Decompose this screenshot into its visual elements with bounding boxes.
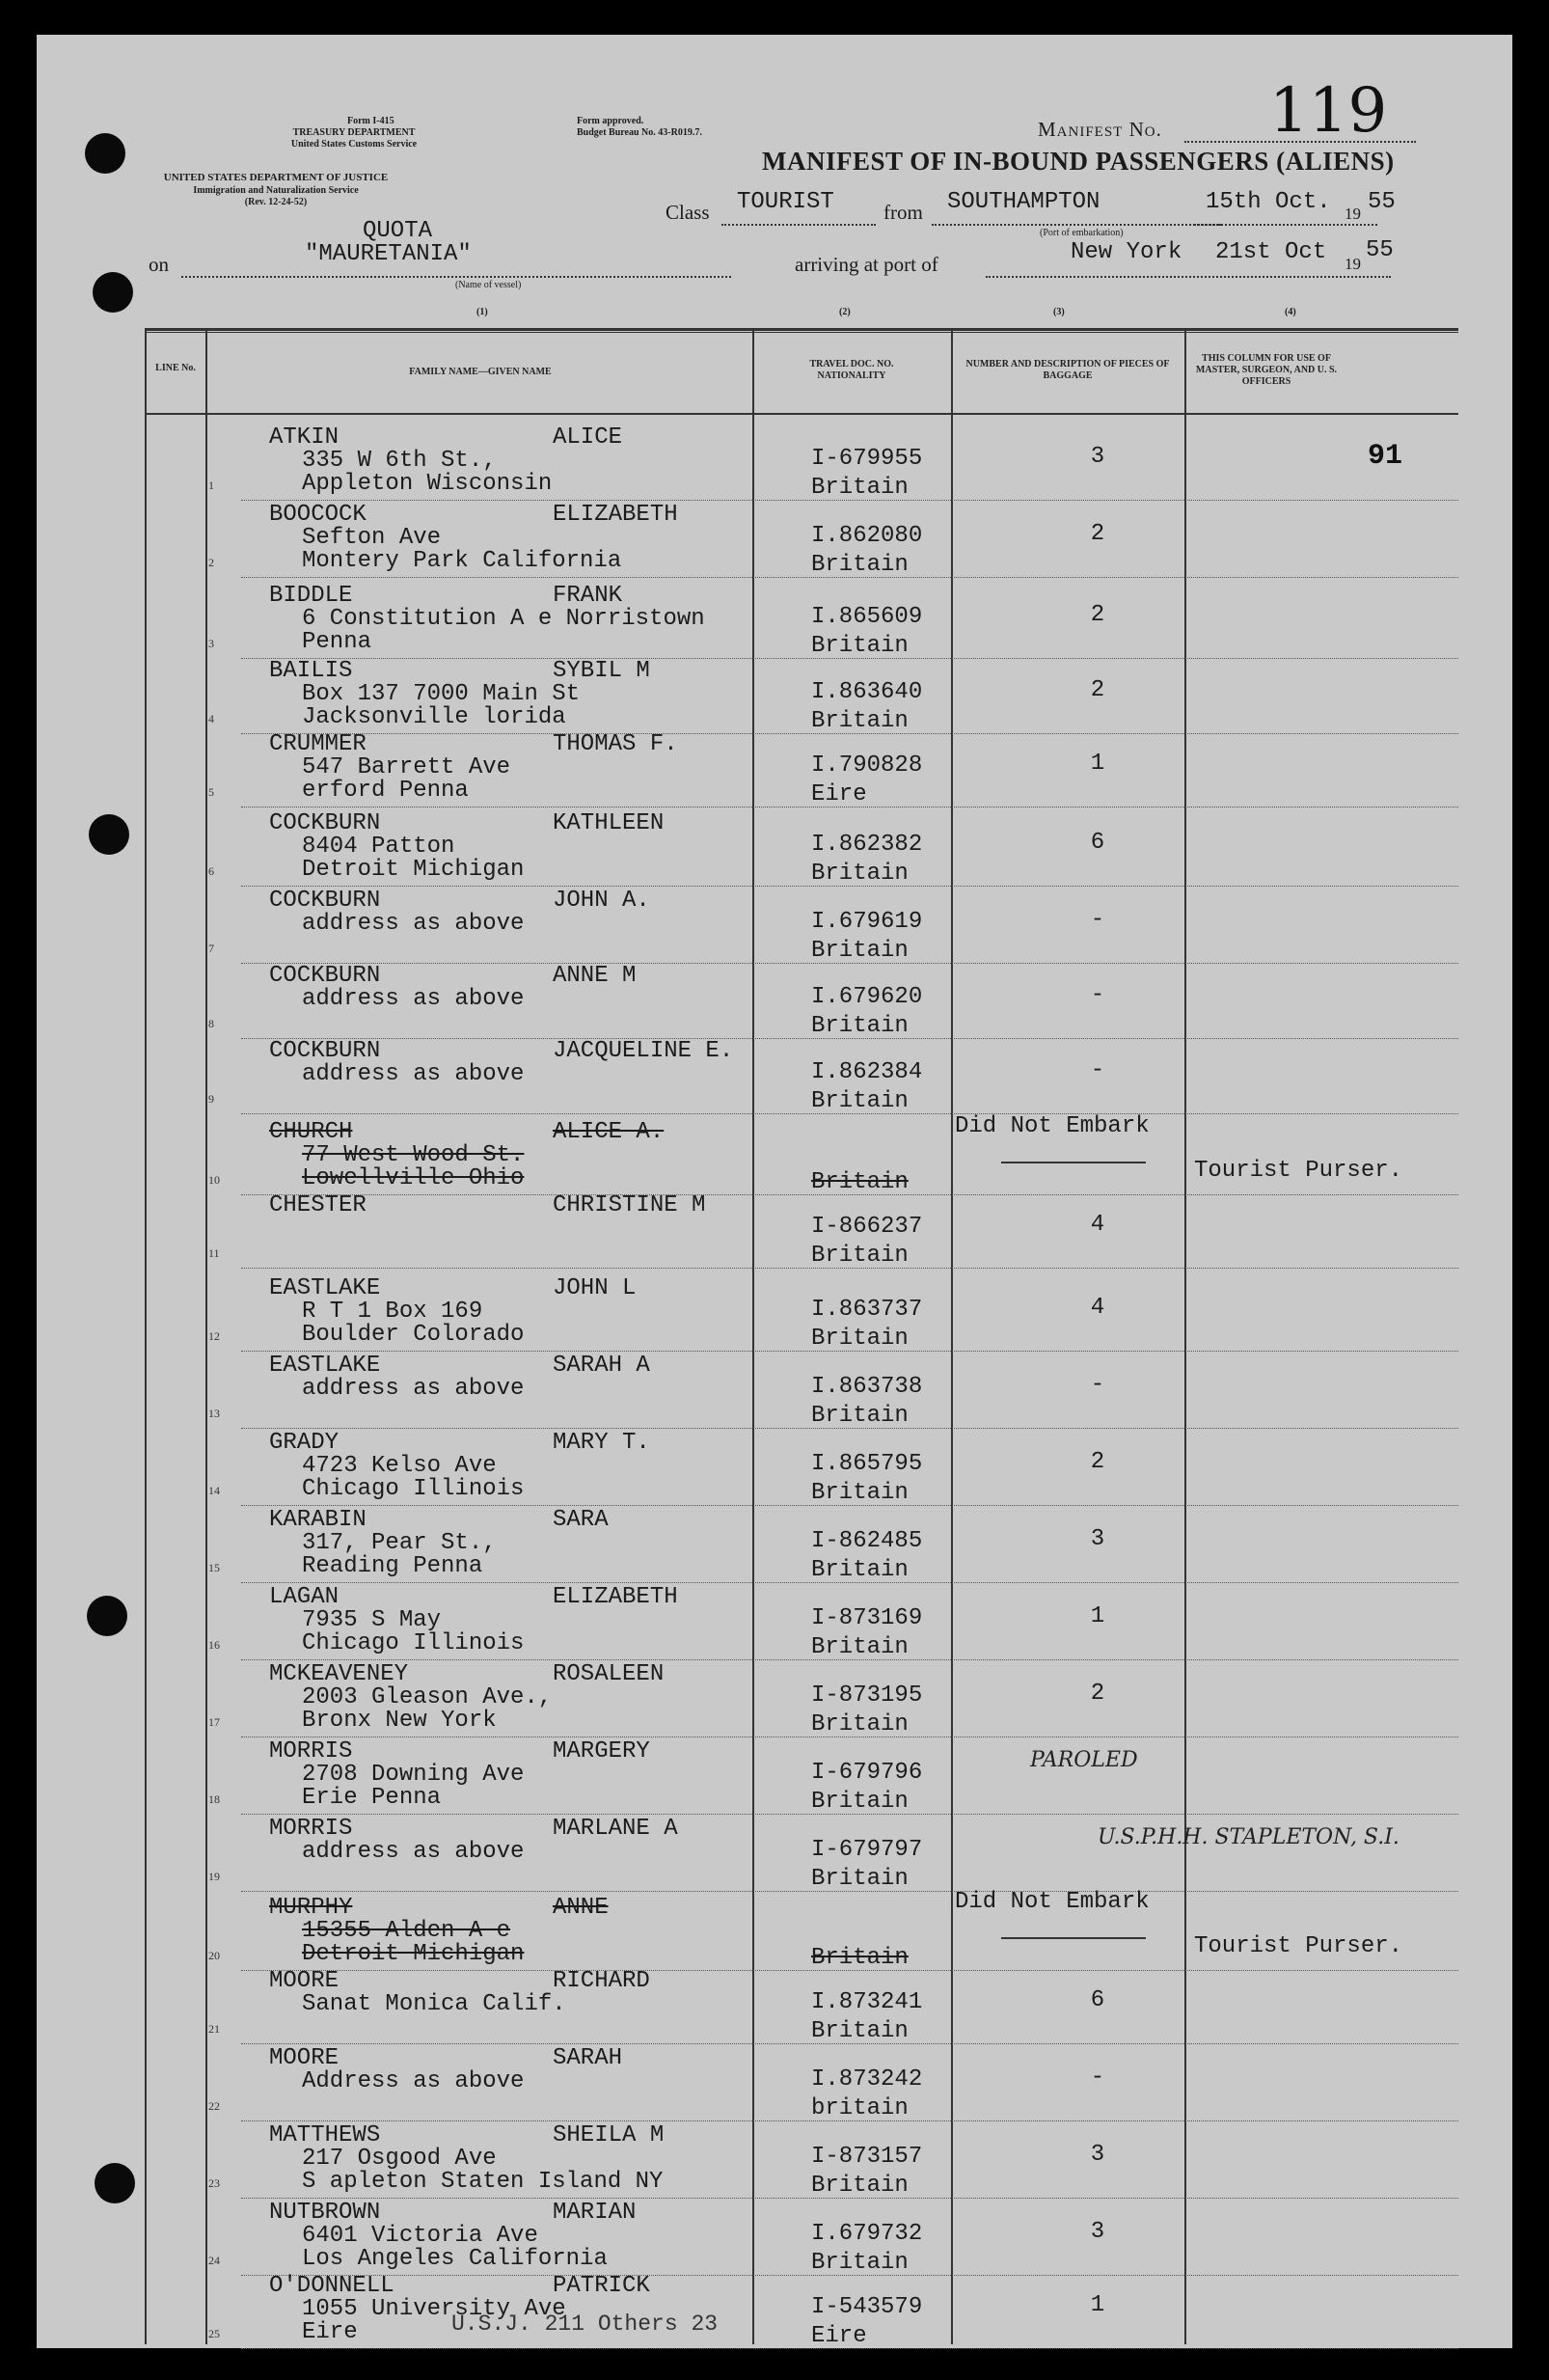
arriving-label: arriving at port of <box>795 253 938 276</box>
embark-date: 15th Oct. <box>1206 189 1331 215</box>
baggage-count: 3 <box>1090 1526 1105 1552</box>
address-line-1: 7935 S May <box>302 1607 442 1633</box>
address-line-2: erford Penna <box>302 778 469 804</box>
row-divider <box>241 963 1458 964</box>
travel-doc-number: I.865795 <box>811 1451 923 1477</box>
col-num-2: (2) <box>839 307 851 317</box>
row-divider <box>241 1582 1458 1583</box>
purser-note: Tourist Purser. <box>1194 1158 1403 1184</box>
given-name: ELIZABETH <box>553 502 678 528</box>
travel-doc-number: I-862485 <box>811 1528 923 1554</box>
address-line-1: 6401 Victoria Ave <box>302 2223 538 2249</box>
baggage-count: - <box>1090 1372 1105 1398</box>
nationality: britain <box>811 2095 909 2121</box>
purser-signature <box>1001 1133 1146 1163</box>
given-name: ROSALEEN <box>553 1661 665 1687</box>
nationality: Britain <box>811 1243 909 1269</box>
address-line-1: address as above <box>302 1839 525 1865</box>
nationality: Britain <box>811 1480 909 1506</box>
travel-doc-number: I.863738 <box>811 1374 923 1400</box>
given-name: ALICE <box>553 424 623 451</box>
row-line-number: 6 <box>208 864 214 878</box>
family-name: MATTHEWS <box>269 2122 381 2148</box>
manifest-title: MANIFEST OF IN-BOUND PASSENGERS (ALIENS) <box>762 147 1395 176</box>
nationality: Eire <box>811 2323 867 2349</box>
given-name: SARAH A <box>553 1353 650 1379</box>
purser-note: Tourist Purser. <box>1194 1933 1403 1959</box>
baggage-count: 3 <box>1090 444 1105 470</box>
punch-hole <box>87 1596 127 1636</box>
row-line-number: 21 <box>208 2022 220 2036</box>
col-num-3: (3) <box>1053 307 1065 317</box>
address-line-1: Sefton Ave <box>302 525 442 551</box>
arrival-date: 21st Oct <box>1215 239 1327 265</box>
row-divider <box>241 500 1458 501</box>
ins-service: Immigration and Naturalization Service <box>193 185 359 196</box>
nationality: Britain <box>811 708 909 734</box>
row-divider <box>241 1351 1458 1352</box>
nationality: Britain <box>811 1945 909 1971</box>
given-name: FRANK <box>553 583 623 609</box>
row-line-number: 5 <box>208 785 214 799</box>
given-name: JOHN A. <box>553 888 650 914</box>
address-line-1: 4723 Kelso Ave <box>302 1453 497 1479</box>
family-name: CHURCH <box>269 1119 353 1145</box>
family-name: BOOCOCK <box>269 502 367 528</box>
row-divider <box>241 1970 1458 1971</box>
vessel-caption: (Name of vessel) <box>455 280 522 290</box>
did-not-embark-note: Did Not Embark <box>955 1889 1150 1915</box>
address-line-2: Lowellville Ohio <box>302 1165 525 1191</box>
form-revision: (Rev. 12-24-52) <box>244 197 308 207</box>
baggage-count: - <box>1090 1057 1105 1083</box>
manifest-number: 119 <box>1269 75 1388 147</box>
given-name: ANNE <box>553 1895 609 1921</box>
row-divider <box>241 1194 1458 1195</box>
travel-doc-number: I.862384 <box>811 1059 923 1085</box>
address-line-2: Montery Park California <box>302 548 622 574</box>
travel-doc-number: I-543579 <box>811 2294 923 2320</box>
address-line-2: Chicago Illinois <box>302 1630 525 1656</box>
family-name: NUTBROWN <box>269 2200 381 2226</box>
baggage-count: 3 <box>1090 2142 1105 2168</box>
address-line-1: 2708 Downing Ave <box>302 1762 525 1788</box>
nationality: Britain <box>811 1013 909 1039</box>
address-line-1: 335 W 6th St., <box>302 448 497 474</box>
purser-signature <box>1001 1908 1146 1939</box>
travel-doc-number: I.679732 <box>811 2221 923 2247</box>
given-name: KATHLEEN <box>553 810 665 836</box>
address-line-2: Detroit Michigan <box>302 857 525 883</box>
punch-hole <box>95 2163 135 2203</box>
on-label: on <box>149 253 169 276</box>
nationality: Britain <box>811 938 909 964</box>
given-name: JACQUELINE E. <box>553 1038 734 1064</box>
arrival-year: 55 <box>1366 237 1394 263</box>
travel-doc-number: I-873157 <box>811 2144 923 2170</box>
travel-doc-number: I.863737 <box>811 1297 923 1323</box>
row-line-number: 7 <box>208 942 214 955</box>
address-line-1: address as above <box>302 986 525 1012</box>
row-line-number: 22 <box>208 2099 220 2113</box>
baggage-count: 2 <box>1090 677 1105 703</box>
travel-doc-number: I-866237 <box>811 1214 923 1240</box>
baggage-count: 2 <box>1090 521 1105 547</box>
given-name: ALICE A. <box>553 1119 665 1145</box>
travel-doc-number: I-679797 <box>811 1837 923 1863</box>
punch-hole <box>93 272 133 313</box>
nationality: Britain <box>811 2173 909 2199</box>
address-line-1: 6 Constitution A e Norristown <box>302 606 705 632</box>
nationality: Britain <box>811 1866 909 1892</box>
row-line-number: 24 <box>208 2254 220 2267</box>
address-line-2: Boulder Colorado <box>302 1322 525 1348</box>
row-line-number: 18 <box>208 1792 220 1806</box>
baggage-count: 6 <box>1090 1987 1105 2013</box>
col-num-4: (4) <box>1285 307 1296 317</box>
treasury-dept: TREASURY DEPARTMENT <box>292 127 416 138</box>
row-line-number: 23 <box>208 2176 220 2190</box>
row-divider <box>241 733 1458 734</box>
family-name: BAILIS <box>269 658 353 684</box>
port-caption: (Port of embarkation) <box>1040 228 1124 238</box>
address-line-2: Bronx New York <box>302 1708 497 1734</box>
given-name: ANNE M <box>553 963 637 989</box>
address-line-1: address as above <box>302 1061 525 1087</box>
row-line-number: 2 <box>208 556 214 569</box>
col-name-header: FAMILY NAME—GIVEN NAME <box>409 367 552 377</box>
family-name: BIDDLE <box>269 583 353 609</box>
address-line-2: S apleton Staten Island NY <box>302 2169 664 2195</box>
travel-doc-number: I.679620 <box>811 984 923 1010</box>
nationality: Britain <box>811 633 909 659</box>
family-name: GRADY <box>269 1430 340 1456</box>
baggage-count: 1 <box>1090 1603 1105 1629</box>
baggage-count: 4 <box>1090 1295 1105 1321</box>
row-line-number: 1 <box>208 479 214 492</box>
nationality: Britain <box>811 475 909 501</box>
baggage-count: - <box>1090 907 1105 933</box>
family-name: EASTLAKE <box>269 1353 381 1379</box>
baggage-count: 1 <box>1090 751 1105 777</box>
row-line-number: 4 <box>208 712 214 725</box>
family-name: COCKBURN <box>269 810 381 836</box>
nationality: Britain <box>811 1088 909 1114</box>
family-name: CHESTER <box>269 1192 367 1218</box>
family-name: ATKIN <box>269 424 340 451</box>
given-name: THOMAS F. <box>553 731 678 757</box>
vessel-name: "MAURETANIA" <box>305 241 472 267</box>
budget-bureau: Budget Bureau No. 43-R019.7. <box>577 127 702 138</box>
baggage-count: 1 <box>1090 2292 1105 2318</box>
address-line-1: 547 Barrett Ave <box>302 754 511 780</box>
col-officers-header: THIS COLUMN FOR USE OF MASTER, SURGEON, AND U. S. OFFICERS <box>1195 353 1338 387</box>
nationality: Britain <box>811 861 909 887</box>
family-name: MCKEAVENEY <box>269 1661 409 1687</box>
family-name: MORRIS <box>269 1816 353 1842</box>
travel-doc-number: I.873242 <box>811 2066 923 2093</box>
address-line-2: Detroit Michigan <box>302 1941 525 1967</box>
row-divider <box>241 2348 1458 2349</box>
nationality: Britain <box>811 1711 909 1737</box>
travel-doc-number: I-679796 <box>811 1760 923 1786</box>
given-name: JOHN L <box>553 1275 637 1301</box>
family-name: MURPHY <box>269 1895 353 1921</box>
address-line-1: Address as above <box>302 2068 525 2094</box>
address-line-1: 77 West Wood St. <box>302 1142 525 1168</box>
travel-doc-number: I-873169 <box>811 1605 923 1631</box>
arrival-year-prefix: 19 <box>1345 255 1361 273</box>
row-line-number: 11 <box>208 1246 220 1260</box>
nationality: Britain <box>811 1326 909 1352</box>
nationality: Eire <box>811 781 867 807</box>
row-divider <box>241 1814 1458 1815</box>
address-line-1: address as above <box>302 911 525 937</box>
travel-doc-number: I.790828 <box>811 752 923 779</box>
row-line-number: 15 <box>208 1561 220 1574</box>
given-name: MARLANE A <box>553 1816 678 1842</box>
quota-label: QUOTA <box>363 218 433 244</box>
baggage-count: - <box>1090 982 1105 1008</box>
given-name: MARY T. <box>553 1430 650 1456</box>
nationality: Britain <box>811 2250 909 2276</box>
family-name: CRUMMER <box>269 731 367 757</box>
family-name: EASTLAKE <box>269 1275 381 1301</box>
row-divider <box>241 577 1458 578</box>
from-label: from <box>883 201 923 224</box>
row-line-number: 19 <box>208 1870 220 1883</box>
year: 55 <box>1368 189 1396 215</box>
row-divider <box>241 2198 1458 2199</box>
travel-doc-number: I.862080 <box>811 523 923 549</box>
handwritten-note: U.S.P.H.H. STAPLETON, S.I. <box>1098 1825 1400 1849</box>
family-name: COCKBURN <box>269 963 381 989</box>
handwritten-note: PAROLED <box>1030 1748 1138 1772</box>
officer-count: 91 <box>1368 440 1403 473</box>
nationality: Britain <box>811 552 909 578</box>
arrival-port: New York <box>1071 239 1182 265</box>
row-line-number: 14 <box>208 1484 220 1497</box>
given-name: ELIZABETH <box>553 1584 678 1610</box>
given-name: RICHARD <box>553 1968 650 1994</box>
row-line-number: 8 <box>208 1017 214 1030</box>
row-line-number: 10 <box>208 1173 220 1187</box>
col-num-1: (1) <box>476 307 488 317</box>
family-name: COCKBURN <box>269 888 381 914</box>
row-divider <box>241 1428 1458 1429</box>
nationality: Britain <box>811 2018 909 2044</box>
given-name: MARGERY <box>553 1738 650 1764</box>
travel-doc-number: I.865609 <box>811 604 923 630</box>
given-name: PATRICK <box>553 2273 650 2299</box>
nationality: Britain <box>811 1169 909 1195</box>
row-line-number: 9 <box>208 1092 214 1106</box>
given-name: CHRISTINE M <box>553 1192 706 1218</box>
given-name: SYBIL M <box>553 658 650 684</box>
baggage-count: 2 <box>1090 1681 1105 1707</box>
row-divider <box>241 1891 1458 1892</box>
col-baggage-header: NUMBER AND DESCRIPTION OF PIECES OF BAGGAGE <box>965 359 1170 381</box>
nationality: Britain <box>811 1789 909 1815</box>
travel-doc-number: I.862382 <box>811 832 923 858</box>
travel-doc-number: I.679619 <box>811 909 923 935</box>
family-name: COCKBURN <box>269 1038 381 1064</box>
form-approved: Form approved. <box>577 116 644 126</box>
class-label: Class <box>666 201 710 224</box>
family-name: MORRIS <box>269 1738 353 1764</box>
manifest-page <box>37 35 1512 2348</box>
travel-doc-number: I-679955 <box>811 446 923 472</box>
family-name: MOORE <box>269 1968 340 1994</box>
embark-port: SOUTHAMPTON <box>947 189 1101 215</box>
punch-hole <box>85 133 125 174</box>
address-line-2: Los Angeles California <box>302 2246 608 2272</box>
address-line-1: Box 137 7000 Main St <box>302 681 581 707</box>
row-divider <box>241 1659 1458 1660</box>
row-line-number: 13 <box>208 1407 220 1420</box>
row-divider <box>241 1038 1458 1039</box>
travel-doc-number: I.863640 <box>811 679 923 705</box>
address-line-2: Appleton Wisconsin <box>302 471 553 497</box>
address-line-2: Eire <box>302 2319 358 2345</box>
address-line-2: Erie Penna <box>302 1785 442 1811</box>
family-name: O'DONNELL <box>269 2273 394 2299</box>
baggage-count: 3 <box>1090 2219 1105 2245</box>
family-name: KARABIN <box>269 1507 367 1533</box>
col-doc-header: TRAVEL DOC. NO. NATIONALITY <box>809 359 894 381</box>
address-line-1: 2003 Gleason Ave., <box>302 1684 553 1710</box>
baggage-count: 6 <box>1090 830 1105 856</box>
nationality: Britain <box>811 1403 909 1429</box>
row-divider <box>241 2120 1458 2121</box>
given-name: MARIAN <box>553 2200 637 2226</box>
given-name: SARA <box>553 1507 609 1533</box>
year-prefix: 19 <box>1345 205 1361 223</box>
given-name: SARAH <box>553 2045 623 2071</box>
address-line-1: 8404 Patton <box>302 834 455 860</box>
row-line-number: 12 <box>208 1329 220 1343</box>
nationality: Britain <box>811 1634 909 1660</box>
customs-service: United States Customs Service <box>290 139 418 150</box>
nationality: Britain <box>811 1557 909 1583</box>
address-line-1: 15355 Alden A e <box>302 1918 511 1944</box>
address-line-1: R T 1 Box 169 <box>302 1299 483 1325</box>
punch-hole <box>89 814 129 855</box>
family-name: MOORE <box>269 2045 340 2071</box>
row-line-number: 20 <box>208 1949 220 1962</box>
row-divider <box>241 2043 1458 2044</box>
row-divider <box>241 2275 1458 2276</box>
address-line-2: Jacksonville lorida <box>302 704 566 730</box>
travel-doc-number: I-873195 <box>811 1682 923 1709</box>
address-line-2: Chicago Illinois <box>302 1476 525 1502</box>
address-line-1: 1055 University Ave <box>302 2296 566 2322</box>
address-line-1: 317, Pear St., <box>302 1530 497 1556</box>
address-line-2: Penna <box>302 629 372 655</box>
baggage-count: - <box>1090 2065 1105 2091</box>
address-line-2: Reading Penna <box>302 1553 483 1579</box>
baggage-count: 4 <box>1090 1212 1105 1238</box>
given-name: SHEILA M <box>553 2122 665 2148</box>
row-divider <box>241 658 1458 659</box>
row-divider <box>241 1113 1458 1114</box>
travel-doc-number: I.873241 <box>811 1989 923 2015</box>
address-line-1: Sanat Monica Calif. <box>302 1991 566 2017</box>
family-name: LAGAN <box>269 1584 340 1610</box>
row-divider <box>241 1268 1458 1269</box>
manifest-no-label: Manifest No. <box>1038 118 1162 141</box>
row-divider <box>241 886 1458 887</box>
address-line-1: address as above <box>302 1376 525 1402</box>
baggage-count: 2 <box>1090 1449 1105 1475</box>
col-line-header: LINE No. <box>155 363 196 373</box>
row-divider <box>241 1505 1458 1506</box>
footer-totals: U.S.J. 211 Others 23 <box>451 2312 719 2337</box>
form-number: Form I-415 <box>347 116 394 126</box>
row-line-number: 3 <box>208 637 214 650</box>
did-not-embark-note: Did Not Embark <box>955 1113 1150 1139</box>
row-line-number: 16 <box>208 1638 220 1652</box>
baggage-count: 2 <box>1090 602 1105 628</box>
row-line-number: 17 <box>208 1715 220 1729</box>
row-line-number: 25 <box>208 2327 220 2340</box>
class-value: TOURIST <box>737 189 834 215</box>
address-line-1: 217 Osgood Ave <box>302 2146 497 2172</box>
justice-dept: UNITED STATES DEPARTMENT OF JUSTICE <box>163 172 389 183</box>
